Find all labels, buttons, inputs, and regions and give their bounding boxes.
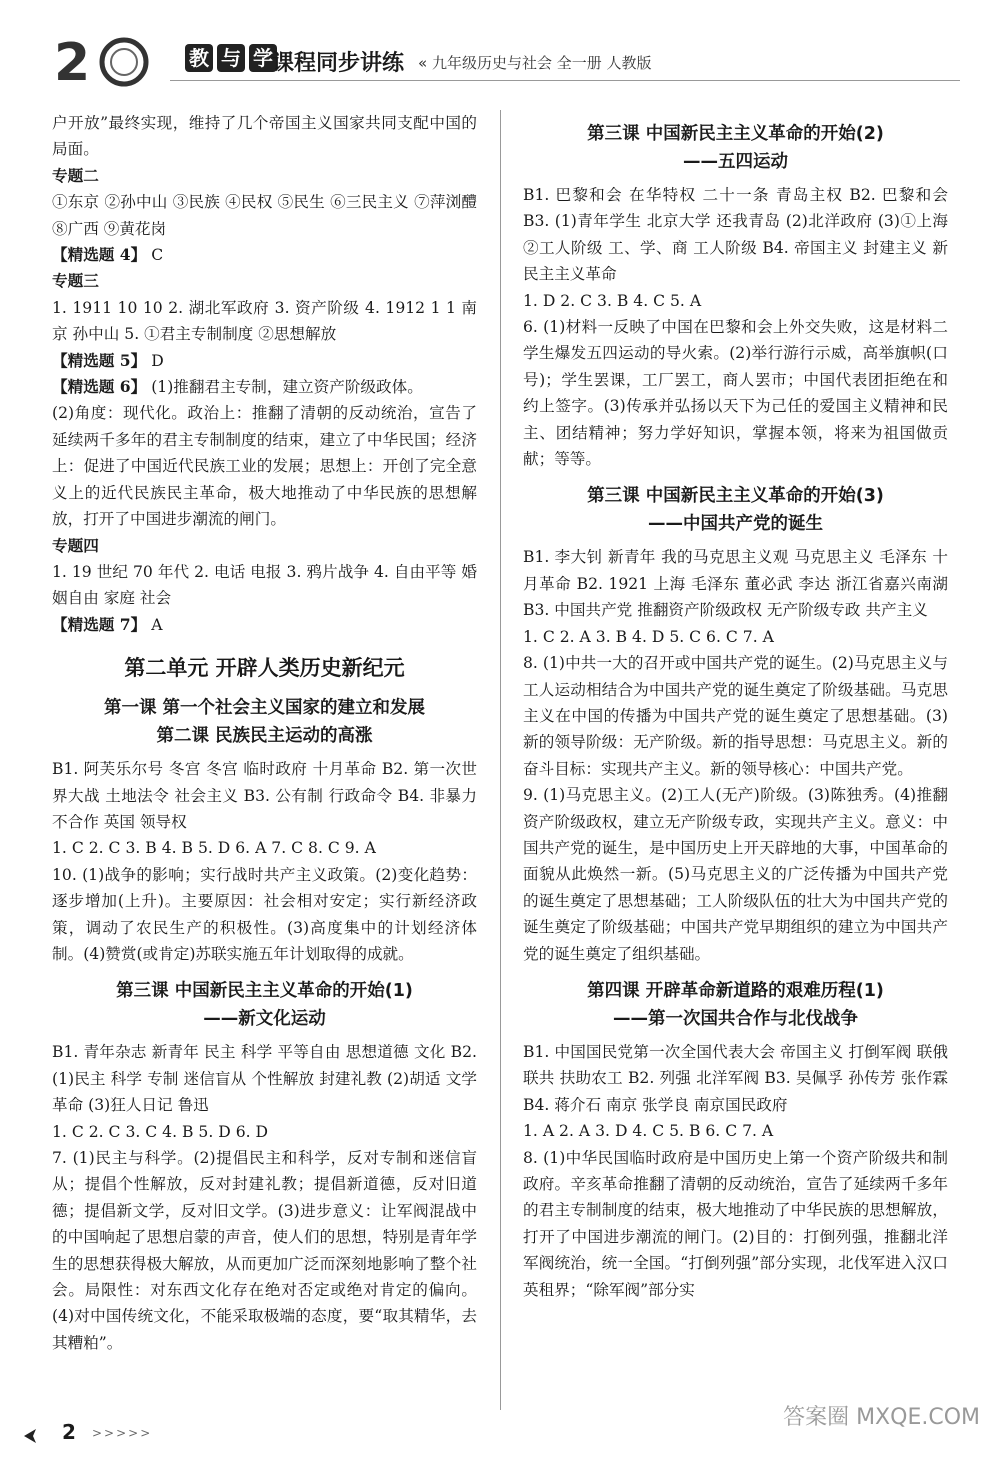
answer-paragraph	[52, 1145, 477, 1356]
answer-paragraph	[52, 612, 477, 638]
answer-paragraph	[52, 189, 477, 242]
answer-paragraph	[52, 295, 477, 348]
lesson-title-line: ——新文化运动	[203, 1009, 326, 1030]
answer-text: B1. 李大钊 新青年 我的马克思主义观 马克思主义 毛泽东 十月革命 B2. 1921 上海 毛泽东 董必武 李达 浙江省嘉兴南湖 B3. 中国共产党 推翻资产阶级政权 无产阶级专政 共产主义	[523, 548, 948, 620]
arrow-right-icon	[22, 1426, 44, 1446]
lesson-title	[52, 977, 477, 1033]
question-label: 【精选题 5】	[52, 350, 147, 370]
answer-paragraph	[52, 835, 477, 861]
answer-paragraph	[52, 756, 477, 835]
topic-heading: 专题三	[52, 271, 99, 291]
book-subtitle: « 九年级历史与社会 全一册 人教版	[418, 54, 652, 72]
answer-text: 1. 1911 10 10 2. 湖北军政府 3. 资产阶级 4. 1912 1 1 南京 孙中山 5. ①君主专制制度 ②思想解放	[52, 298, 477, 344]
book-title: 课程同步讲练	[272, 51, 405, 76]
logo-char-1: 教	[185, 44, 213, 72]
answer-paragraph	[52, 242, 477, 268]
answer-paragraph	[523, 1145, 948, 1303]
lesson-title-line: 第二课 民族民主运动的高涨	[156, 726, 373, 747]
answer-text: B1. 青年杂志 新青年 民主 科学 平等自由 思想道德 文化 B2. (1)民主 科学 专制 迷信盲从 个性解放 封建礼教 (2)胡适 文学革命 (3)狂人日记 鲁迅	[52, 1043, 477, 1115]
answer-paragraph	[52, 559, 477, 612]
answer-text: 8. (1)中华民国临时政府是中国历史上第一个资产阶级共和制政府。辛亥革命推翻了清朝的反动统治，宣告了延续两千多年的君主专制制度的结束，极大地推动了中华民族的思想解放，打开了中国进步潮流的闸门。(2)目的：打倒列强，推翻北洋军阀统治，统一全国。“打倒列强”部分实现，北伐军进入汉口英租界；“除军阀”部分实	[523, 1148, 948, 1299]
lesson-title	[523, 482, 948, 538]
answer-paragraph	[523, 1118, 948, 1144]
answer-text: B1. 中国国民党第一次全国代表大会 帝国主义 打倒军阀 联俄 联共 扶助农工 B2. 列强 北洋军阀 B3. 吴佩孚 孙传芳 张作霖 B4. 蒋介石 南京 张学良 南京国民政府	[523, 1042, 948, 1114]
lesson-title-line: ——五四运动	[683, 152, 788, 172]
lesson-title-line: 第四课 开辟革命新道路的艰难历程(1)	[587, 980, 884, 1001]
answer-text: 户开放”最终实现，维持了几个帝国主义国家共同支配中国的局面。	[52, 114, 477, 159]
logo-wordmark	[185, 44, 277, 72]
answer-paragraph	[523, 624, 948, 650]
answer-paragraph	[52, 862, 477, 968]
answer-text: B1. 阿芙乐尔号 冬宫 冬宫 临时政府 十月革命 B2. 第一次世界大战 土地法令 社会主义 B3. 公有制 行政命令 B4. 非暴力不合作 英国 领导权	[52, 760, 477, 831]
answer-text: 1. A 2. A 3. D 4. C 5. B 6. C 7. A	[523, 1122, 774, 1141]
left-column	[52, 110, 477, 1356]
answer-text: 1. C 2. C 3. B 4. B 5. D 6. A 7. C 8. C 9. A	[52, 839, 376, 858]
answer-paragraph	[52, 400, 477, 532]
answer-text: 1. 19 世纪 70 年代 2. 电话 电报 3. 鸦片战争 4. 自由平等 婚姻自由 家庭 社会	[52, 562, 477, 608]
answer-paragraph	[523, 1039, 948, 1118]
lesson-title-line: ——第一次国共合作与北伐战争	[613, 1008, 858, 1029]
right-column	[523, 110, 948, 1303]
footer-dots: >>>>>	[92, 1426, 153, 1440]
answer-paragraph	[52, 348, 477, 374]
lesson-title-line: ——中国共产党的诞生	[648, 514, 823, 535]
answer-paragraph	[523, 782, 948, 967]
page-header	[40, 30, 980, 90]
answer-text: 6. (1)材料一反映了中国在巴黎和会上外交失败，这是材料二学生爆发五四运动的导火索。(2)举行游行示威，高举旗帜(口号)；学生罢课，工厂罢工，商人罢市；中国代表团拒绝在和约上签字。(3)传承并弘扬以天下为己任的爱国主义精神和民主、团结精神；努力学好知识，掌握本领，将来为祖国做贡献；等等。	[523, 318, 948, 469]
answer-text: 1. C 2. A 3. B 4. D 5. C 6. C 7. A	[523, 627, 774, 646]
answer-text: (2)角度：现代化。政治上：推翻了清朝的反动统治，宣告了延续两千多年的君主专制制度的结束，建立了中华民国；经济上：促进了中国近代民族工业的发展；思想上：开创了完全意义上的近代民族民主革命，极大地推动了中华民族的思想解放，打开了中国进步潮流的闸门。	[52, 404, 477, 529]
answer-text: C	[151, 246, 164, 265]
answer-paragraph	[52, 374, 477, 400]
lesson-title-line: 第三课 中国新民主主义革命的开始(1)	[116, 981, 413, 1002]
answer-text: 7. (1)民主与科学。(2)提倡民主和科学，反对专制和迷信盲从；提倡个性解放，反对封建礼教；提倡新道德，反对旧道德；提倡新文学，反对旧文学。(3)进步意义：让军阀混战中的中国响起了思想启蒙的声音，使人们的思想，特别是青年学生的思想获得极大解放，从而更加广泛而深刻地影响了整个社会。局限性：对东西文化存在绝对否定或绝对肯定的偏向。(4)对中国传统文化，不能采取极端的态度，要“取其精华，去其糟粕”。	[52, 1149, 477, 1352]
question-label: 【精选题 7】	[52, 614, 147, 634]
answer-text: 8. (1)中共一大的召开或中国共产党的诞生。(2)马克思主义与工人运动相结合为中国共产党的诞生奠定了阶级基础。马克思主义在中国的传播为中国共产党的诞生奠定了思想基础。(3)新的领导阶级：无产阶级。新的指导思想：马克思主义。新的奋斗目标：实现共产主义。新的领导核心：中国共产党。	[523, 654, 948, 778]
lesson-title-line: 第一课 第一个社会主义国家的建立和发展	[103, 698, 426, 719]
answer-text: D	[151, 351, 164, 370]
answer-text: 1. C 2. C 3. C 4. B 5. D 6. D	[52, 1122, 269, 1141]
answer-paragraph	[523, 544, 948, 623]
answer-text: B1. 巴黎和会 在华特权 二十一条 青岛主权 B2. 巴黎和会 B3. (1)青年学生 北京大学 还我青岛 (2)北洋政府 (3)①上海 ②工人阶级 工、学、商 工人阶级 B4. 帝国主义 封建主义 新民主主义革命	[523, 186, 948, 284]
topic-heading: 专题四	[52, 535, 99, 555]
answer-text: ①东京 ②孙中山 ③民族 ④民权 ⑤民生 ⑥三民主义 ⑦萍浏醴 ⑧广西 ⑨黄花岗	[52, 193, 477, 238]
lesson-title	[52, 694, 477, 750]
answer-paragraph	[523, 182, 948, 288]
answer-text: A	[151, 615, 163, 634]
answer-paragraph	[523, 650, 948, 782]
logo-char-2: 与	[217, 44, 245, 72]
question-label: 【精选题 6】	[52, 377, 147, 397]
logo-20-icon	[52, 34, 162, 88]
header-rule	[170, 80, 960, 81]
answer-text: 9. (1)马克思主义。(2)工人(无产)阶级。(3)陈独秀。(4)推翻资产阶级政权，建立无产阶级专政，实现共产主义。意义：中国共产党的诞生，是中国历史上开天辟地的大事，中国革命的面貌从此焕然一新。(5)马克思主义的广泛传播为中国共产党的诞生奠定了思想基础；工人阶级队伍的壮大为中国共产党的诞生奠定了阶级基础；中国共产党早期组织的建立为中国共产党的诞生奠定了组织基础。	[523, 786, 948, 963]
answer-paragraph	[523, 314, 948, 472]
logo-char-3: 学	[249, 44, 277, 72]
lesson-title-line: 第三课 中国新民主主义革命的开始(3)	[587, 486, 884, 507]
answer-paragraph	[523, 288, 948, 314]
answer-text: 10. (1)战争的影响；实行战时共产主义政策。(2)变化趋势：逐步增加(上升)。主要原因：社会相对安定；实行新经济政策，调动了农民生产的积极性。(3)高度集中的计划经济体制。(4)赞赏(或肯定)苏联实施五年计划取得的成就。	[52, 865, 477, 963]
column-divider	[500, 110, 501, 1410]
answer-paragraph	[52, 1119, 477, 1145]
answer-text: (1)推翻君主专制，建立资产阶级政体。	[151, 378, 423, 397]
lesson-title	[523, 120, 948, 176]
answer-text: 1. D 2. C 3. B 4. C 5. A	[523, 291, 702, 310]
lesson-title-line: 第三课 中国新民主主义革命的开始(2)	[587, 124, 884, 144]
question-label: 【精选题 4】	[52, 245, 147, 265]
answer-paragraph	[52, 1039, 477, 1118]
svg-text:2: 2	[54, 34, 91, 88]
unit-title: 第二单元 开辟人类历史新纪元	[124, 656, 405, 681]
watermark: 答案圈 MXQE.COM	[783, 1405, 980, 1430]
answer-paragraph	[52, 110, 477, 163]
page-number: 2	[62, 1420, 76, 1444]
topic-heading: 专题二	[52, 165, 99, 185]
lesson-title	[523, 977, 948, 1033]
